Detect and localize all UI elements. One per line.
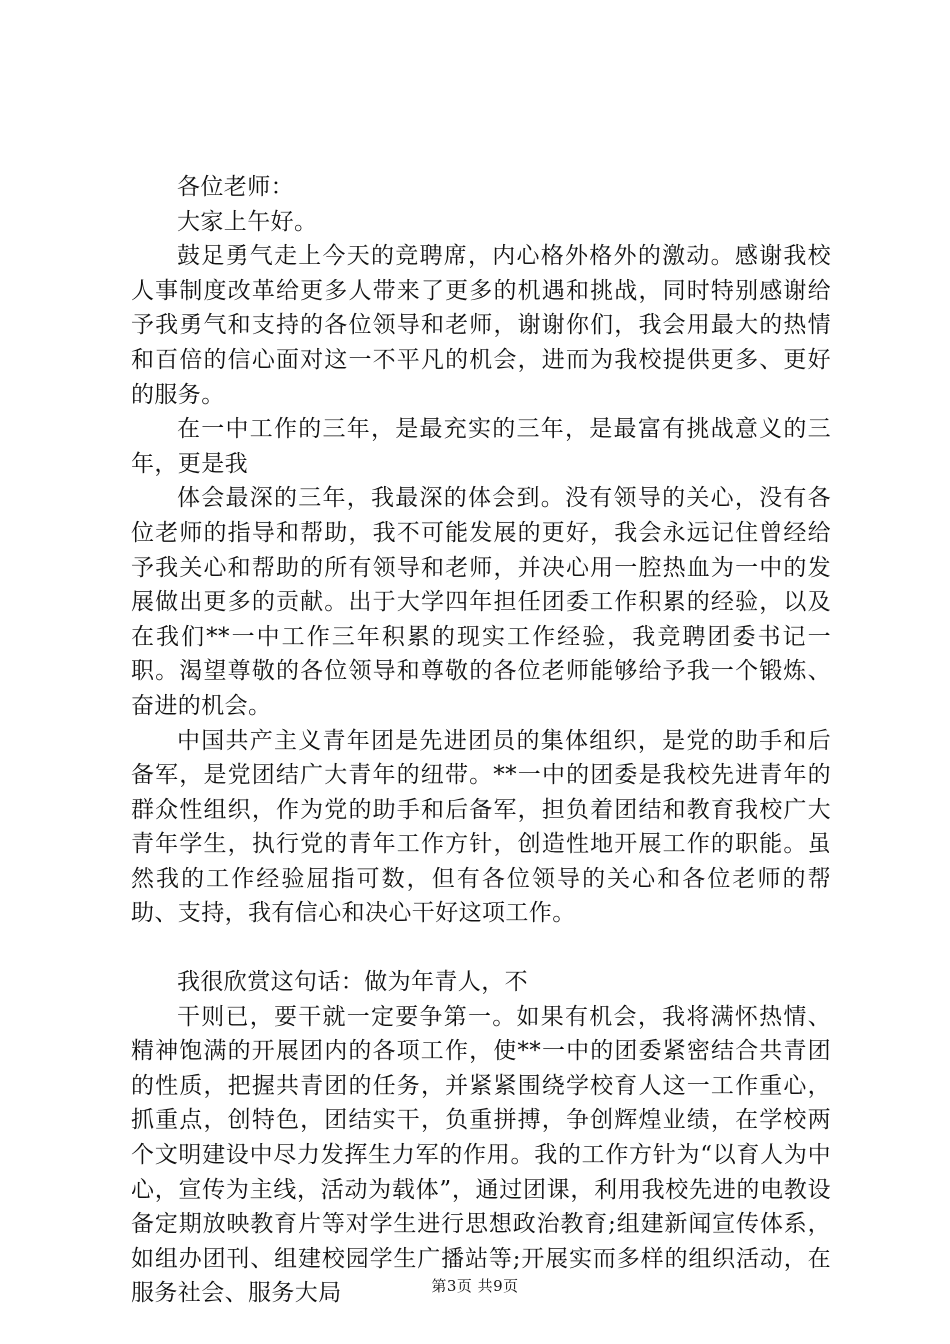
page-footer: 第3页 共9页	[431, 1277, 519, 1295]
paragraph-three-years: 在一中工作的三年，是最充实的三年，是最富有挑战意义的三年，更是我	[131, 416, 831, 477]
paragraph-quote-start: 我很欣赏这句话：做为年青人，不	[177, 969, 528, 996]
paragraph-gap	[131, 931, 831, 965]
paragraph-youth-league: 中国共产主义青年团是先进团员的集体组织，是党的助手和后备军，是党团结广大青年的纽带。**一中的团委是我校先进青年的群众性组织，作为党的助手和后备军，担负着团结和教育我校广大青年学生，执行党的青年工作方针，创造性地开展工作的职能。虽然我的工作经验屈指可数，但有各位领导的关心和各位老师的帮助、支持，我有信心和决心干好这项工作。	[131, 727, 831, 927]
document-body	[131, 170, 831, 1311]
paragraph-intro: 鼓足勇气走上今天的竞聘席，内心格外格外的激动。感谢我校人事制度改革给更多人带来了更多的机遇和挑战，同时特别感谢给予我勇气和支持的各位领导和老师，谢谢你们，我会用最大的热情和百倍的信心面对这一不平凡的机会，进而为我校提供更多、更好的服务。	[131, 243, 831, 408]
greeting: 大家上午好。	[177, 208, 318, 235]
salutation: 各位老师：	[177, 174, 294, 200]
paragraph-plan: 干则已，要干就一定要争第一。如果有机会，我将满怀热情、精神饱满的开展团内的各项工作，使**一中的团委紧密结合共青团的性质，把握共青团的任务，并紧紧围绕学校育人这一工作重心，抓重点，创特色，团结实干，负重拼搏，争创辉煌业绩，在学校两个文明建设中尽力发挥生力军的作用。我的工作方针为“以育人为中心，宣传为主线，活动为载体”，通过团课，利用我校先进的电教设备定期放映教育片等对学生进行思想政治教育;组建新闻宣传体系，如组办团刊、组建校园学生广播站等;开展实而多样的组织活动，在服务社会、服务大局	[131, 1003, 831, 1307]
paragraph-experience: 体会最深的三年，我最深的体会到。没有领导的关心，没有各位老师的指导和帮助，我不可能发展的更好，我会永远记住曾经给予我关心和帮助的所有领导和老师，并决心用一腔热血为一中的发展做出更多的贡献。出于大学四年担任团委工作积累的经验，以及在我们**一中工作三年积累的现实工作经验，我竞聘团委书记一职。渴望尊敬的各位领导和尊敬的各位老师能够给予我一个锻炼、奋进的机会。	[131, 485, 831, 719]
